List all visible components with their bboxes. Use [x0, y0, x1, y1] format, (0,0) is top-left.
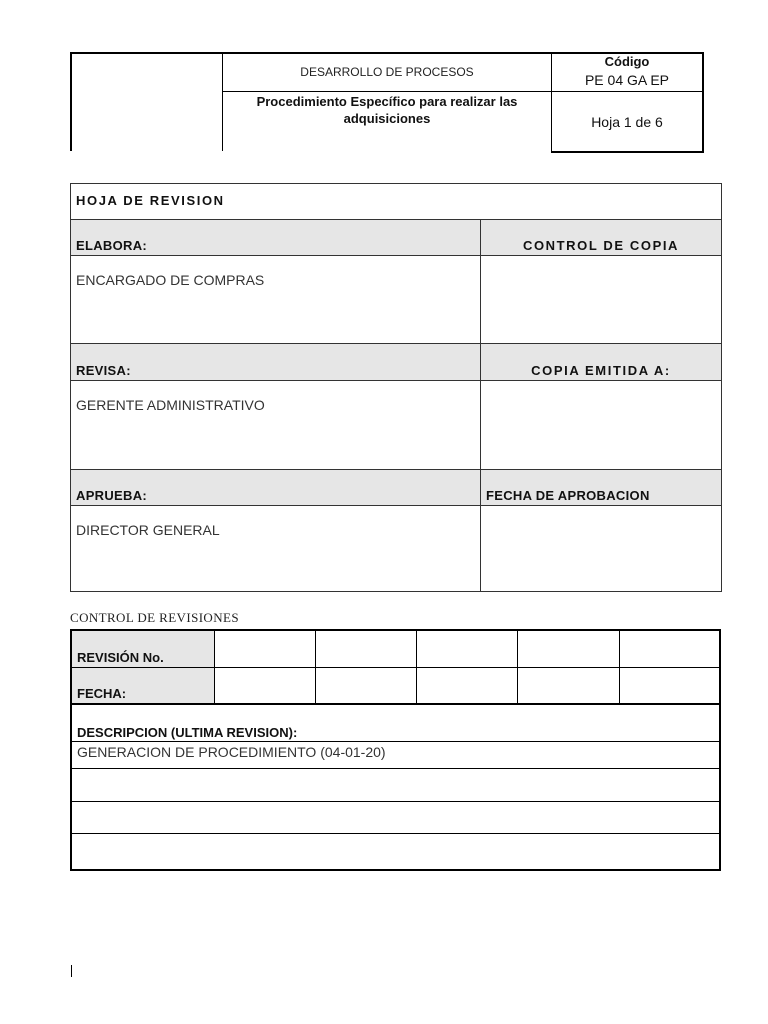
- revision-date-cell: [315, 667, 416, 704]
- revision-control-caption: CONTROL DE REVISIONES: [70, 610, 239, 625]
- fecha-aprobacion-value: [481, 506, 722, 592]
- revision-number-cell: [619, 630, 720, 667]
- revision-number-cell: [214, 630, 315, 667]
- copia-emitida-value: [481, 381, 722, 470]
- revisa-value: GERENTE ADMINISTRATIVO: [71, 381, 481, 470]
- revision-number-cell: [315, 630, 416, 667]
- revision-sheet-table: [70, 183, 722, 592]
- revision-date-cell: [214, 667, 315, 704]
- aprueba-label: APRUEBA:: [71, 470, 481, 506]
- description-label: DESCRIPCION (ULTIMA REVISION):: [71, 704, 720, 741]
- fecha-aprobacion-label: FECHA DE APROBACION: [481, 470, 722, 506]
- control-copia-value: [481, 256, 722, 344]
- copia-emitida-label: COPIA EMITIDA A:: [481, 344, 722, 381]
- header-right-border: [702, 52, 704, 153]
- revision-control-table: [70, 629, 721, 871]
- revision-date-cell: [517, 667, 619, 704]
- revisa-label: REVISA:: [71, 344, 481, 381]
- revision-date-label: FECHA:: [71, 667, 214, 704]
- header-divider-2: [551, 52, 552, 153]
- elabora-value: ENCARGADO DE COMPRAS: [71, 256, 481, 344]
- revision-number-cell: [517, 630, 619, 667]
- footer-cursor-mark: [71, 965, 72, 977]
- control-copia-label: CONTROL DE COPIA: [481, 220, 722, 256]
- description-line: GENERACION DE PROCEDIMIENTO (04-01-20): [71, 741, 720, 768]
- header-page-number: Hoja 1 de 6: [591, 114, 663, 130]
- header-left-border: [70, 52, 72, 151]
- revision-number-label: REVISIÓN No.: [71, 630, 214, 667]
- aprueba-value: DIRECTOR GENERAL: [71, 506, 481, 592]
- description-line: [71, 833, 720, 870]
- header-org-unit: DESARROLLO DE PROCESOS: [300, 65, 474, 79]
- revision-date-cell: [619, 667, 720, 704]
- description-line: [71, 801, 720, 833]
- header-document-title: Procedimiento Específico para realizar las adquisiciones: [256, 94, 518, 126]
- description-line: [71, 768, 720, 801]
- header-code-label: Código: [604, 54, 650, 69]
- revision-sheet-title: HOJA DE REVISION: [71, 184, 722, 220]
- elabora-label: ELABORA:: [71, 220, 481, 256]
- revision-number-cell: [416, 630, 517, 667]
- revision-date-cell: [416, 667, 517, 704]
- header-code-value: PE 04 GA EP: [584, 72, 670, 88]
